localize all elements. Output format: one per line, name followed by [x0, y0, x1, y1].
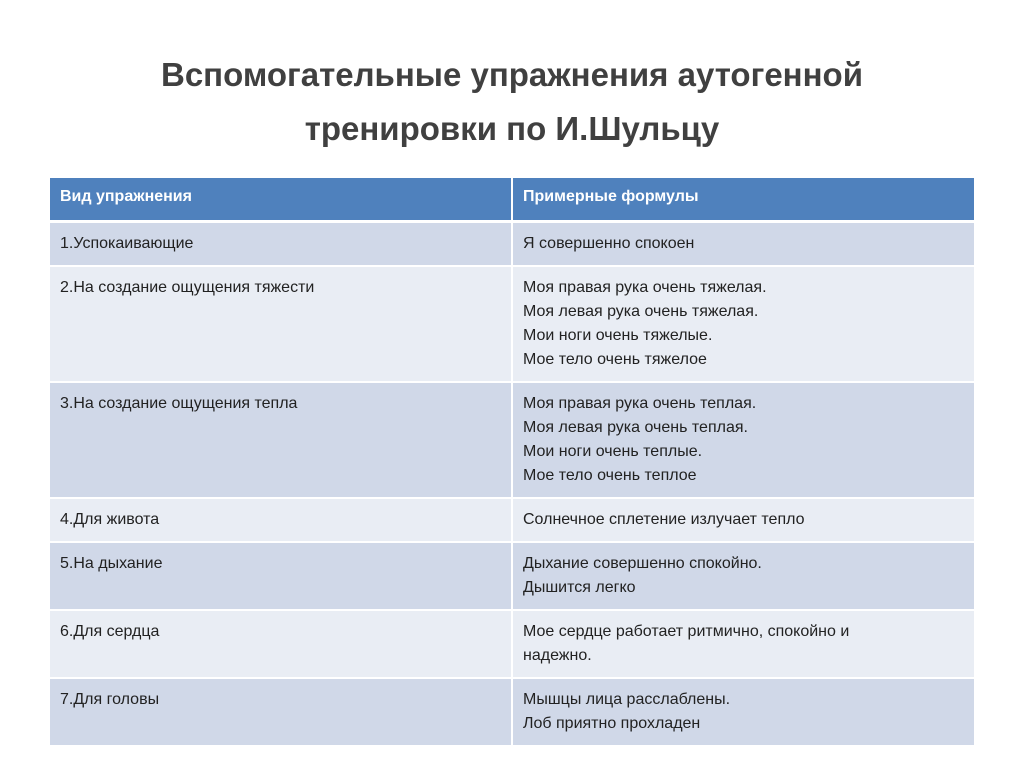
formula-line: Дыхание совершенно спокойно. [523, 555, 762, 572]
table-row [50, 266, 974, 382]
formulas-cell [512, 266, 974, 382]
formula-line: надежно. [523, 647, 592, 664]
exercise-type-cell: 4.Для живота [50, 498, 512, 542]
header-formulas: Примерные формулы [512, 178, 974, 222]
table-row [50, 222, 974, 267]
formula-line: Дышится легко [523, 579, 636, 596]
formula-line: Мои ноги очень тяжелые. [523, 327, 713, 344]
table-header-row [50, 178, 974, 222]
formulas-cell [512, 382, 974, 498]
formula-line: Я совершенно спокоен [523, 235, 695, 252]
table-row [50, 382, 974, 498]
formula-line: Моя левая рука очень теплая. [523, 419, 748, 436]
formula-line: Мое тело очень теплое [523, 467, 697, 484]
exercise-type-cell: 2.На создание ощущения тяжести [50, 266, 512, 382]
exercise-type-cell: 1.Успокаивающие [50, 222, 512, 267]
table-row [50, 610, 974, 678]
exercise-type-cell: 3.На создание ощущения тепла [50, 382, 512, 498]
formulas-cell [512, 610, 974, 678]
slide-title-line-2: тренировки по И.Шульцу [304, 110, 720, 147]
table-row [50, 498, 974, 542]
formulas-cell [512, 222, 974, 267]
formula-line: Мое сердце работает ритмично, спокойно и [523, 623, 850, 640]
exercise-type-cell: 7.Для головы [50, 678, 512, 746]
formulas-cell [512, 542, 974, 610]
formula-line: Мое тело очень тяжелое [523, 351, 707, 368]
formula-line: Лоб приятно прохладен [523, 715, 701, 732]
exercise-table [50, 178, 974, 747]
formulas-cell [512, 678, 974, 746]
formula-line: Мои ноги очень теплые. [523, 443, 703, 460]
table-row [50, 542, 974, 610]
exercise-type-cell: 6.Для сердца [50, 610, 512, 678]
table-row [50, 678, 974, 746]
slide-title [60, 48, 964, 156]
header-exercise-type: Вид упражнения [50, 178, 512, 222]
formula-line: Мышцы лица расслаблены. [523, 691, 731, 708]
table-body [50, 222, 974, 747]
formula-line: Моя левая рука очень тяжелая. [523, 303, 759, 320]
formula-line: Моя правая рука очень теплая. [523, 395, 757, 412]
slide-title-line-1: Вспомогательные упражнения аутогенной [161, 56, 863, 93]
exercise-type-cell: 5.На дыхание [50, 542, 512, 610]
formula-line: Моя правая рука очень тяжелая. [523, 279, 767, 296]
formula-line: Солнечное сплетение излучает тепло [523, 511, 805, 528]
formulas-cell [512, 498, 974, 542]
